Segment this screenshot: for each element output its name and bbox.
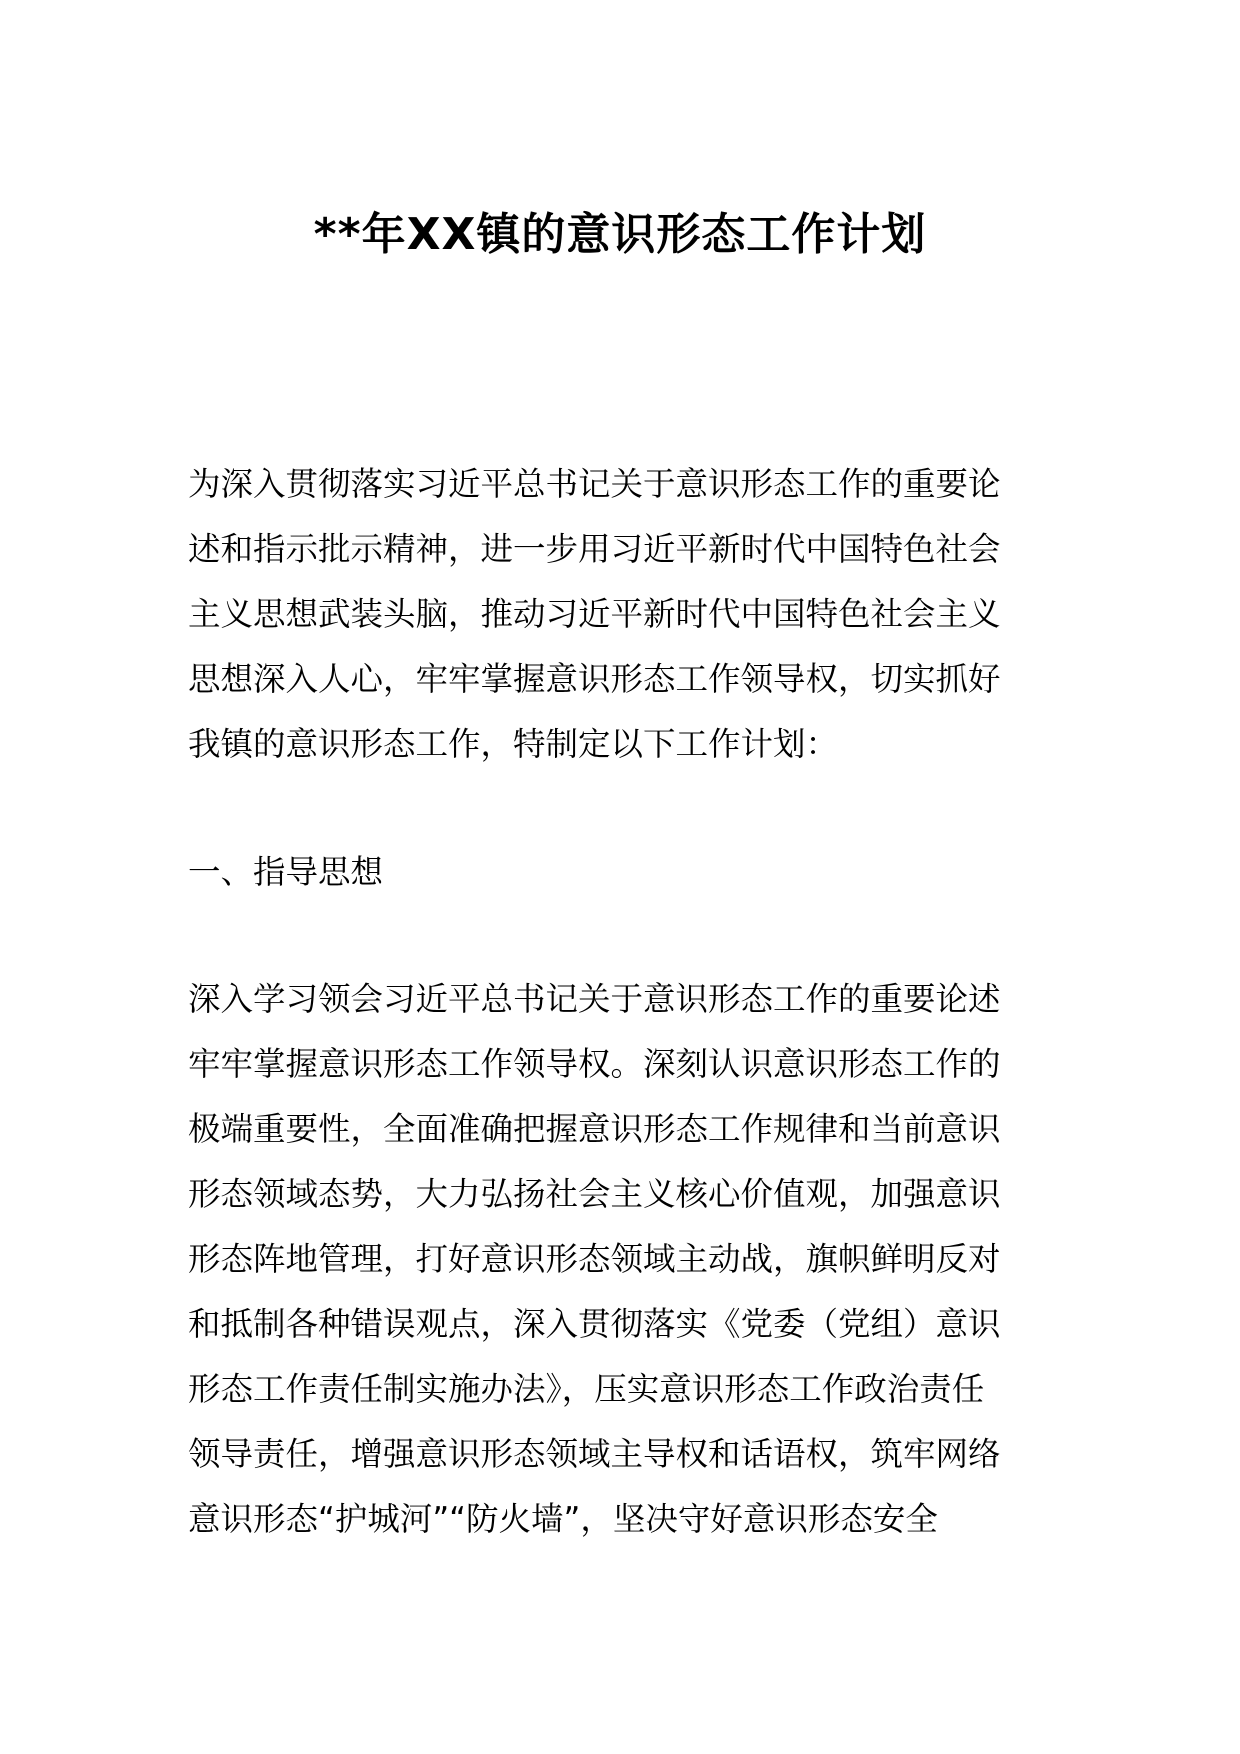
intro-line: 思想深入人心，牢牢掌握意识形态工作领导权，切实抓好 (188, 660, 1001, 698)
intro-line: 我镇的意识形态工作，特制定以下工作计划： (188, 725, 839, 763)
body-line: 牢牢掌握意识形态工作领导权。深刻认识意识形态工作的 (188, 1045, 1001, 1083)
document-title: **年XX镇的意识形态工作计划 (313, 209, 927, 260)
body-line: 形态领域态势，大力弘扬社会主义核心价值观，加强意识 (188, 1175, 1001, 1213)
body-line: 极端重要性，全面准确把握意识形态工作规律和当前意识 (188, 1110, 1001, 1148)
section-heading-text: 一、指导思想 (188, 853, 384, 891)
intro-line: 主义思想武装头脑，推动习近平新时代中国特色社会主义 (188, 595, 1001, 633)
body-line: 形态工作责任制实施办法》，压实意识形态工作政治责任 (188, 1370, 985, 1408)
intro-line: 为深入贯彻落实习近平总书记关于意识形态工作的重要论 (188, 465, 1001, 503)
intro-line: 述和指示批示精神，进一步用习近平新时代中国特色社会 (188, 530, 1001, 568)
body-line: 深入学习领会习近平总书记关于意识形态工作的重要论述 (188, 980, 1001, 1018)
section-heading (188, 840, 1056, 905)
body-line: 形态阵地管理，打好意识形态领域主动战，旗帜鲜明反对 (188, 1240, 1001, 1278)
body-line: 意识形态“护城河”“防火墙”，坚决守好意识形态安全 (188, 1500, 938, 1538)
intro-paragraph (188, 452, 1056, 777)
body-line: 和抵制各种错误观点，深入贯彻落实《党委（党组）意识 (188, 1305, 1001, 1343)
body-line: 领导责任，增强意识形态领域主导权和话语权，筑牢网络 (188, 1435, 1001, 1473)
body-paragraph (188, 967, 1056, 1552)
